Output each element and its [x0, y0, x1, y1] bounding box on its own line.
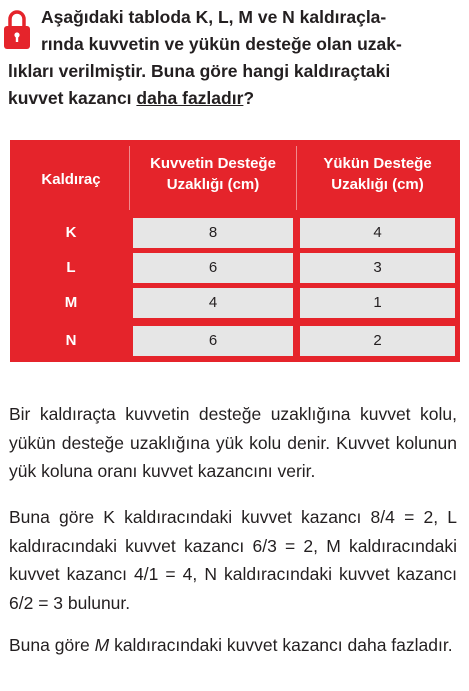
question-mark: ?	[243, 88, 255, 108]
force-distance: 6	[133, 253, 293, 283]
conclusion-pre: Buna göre	[9, 635, 95, 655]
force-distance: 8	[133, 218, 293, 248]
load-distance: 2	[300, 326, 455, 356]
solution-paragraph-1: Bir kaldıraçta kuvvetin desteğe uzaklığına kuvvet kolu, yükün desteğe uzaklığına yük kolu denir. Kuvvet kolunun yük koluna oranı kuvvet kazancını verir.	[9, 404, 457, 481]
lever-name: M	[16, 288, 126, 318]
load-distance: 4	[300, 218, 455, 248]
table-row	[16, 288, 455, 318]
lever-name: L	[16, 253, 126, 283]
load-distance: 3	[300, 253, 455, 283]
question-rest	[8, 58, 461, 112]
question-line-2: rında kuvvetin ve yükün desteğe olan uzak-	[41, 34, 402, 54]
conclusion-post: kaldıracındaki kuvvet kazancı daha fazladır.	[109, 635, 453, 655]
header-load-distance: Yükün Desteğe Uzaklığı (cm)	[323, 155, 432, 193]
header-divider	[129, 146, 130, 210]
header-divider	[296, 146, 297, 210]
question-line-3: lıkları verilmiştir. Buna göre hangi kaldıraçtaki	[8, 61, 391, 81]
conclusion-lever: M	[94, 635, 110, 655]
force-distance: 6	[133, 326, 293, 356]
lever-name: N	[16, 326, 126, 356]
lever-table	[10, 140, 460, 362]
question-line-4	[8, 85, 461, 112]
question-text	[8, 4, 461, 108]
table-row	[16, 326, 455, 356]
solution-paragraph-2: Buna göre K kaldıracındaki kuvvet kazancı 8/4 = 2, L kaldıracındaki kuvvet kazancı 6/3 = 2, M kaldıracındaki kuvvet kazancı 4/1 = 4, N kaldıracındaki kuvvet kazancı 6/2 = 3 bulunur.	[9, 507, 457, 613]
header-force-distance: Kuvvetin Desteğe Uzaklığı (cm)	[150, 155, 276, 193]
force-distance: 4	[133, 288, 293, 318]
header-lever: Kaldıraç	[41, 171, 101, 188]
lever-name: K	[16, 218, 126, 248]
question-line-4-pre: kuvvet kazancı	[8, 88, 137, 108]
table-row	[16, 253, 455, 283]
question-underlined: daha fazladır	[136, 88, 244, 108]
question-line-1: Aşağıdaki tabloda K, L, M ve N kaldıraçla-	[41, 7, 387, 27]
lock-icon	[4, 9, 30, 49]
table-header	[10, 140, 460, 218]
load-distance: 1	[300, 288, 455, 318]
table-row	[16, 218, 455, 248]
solution-paragraph-3	[9, 631, 457, 660]
